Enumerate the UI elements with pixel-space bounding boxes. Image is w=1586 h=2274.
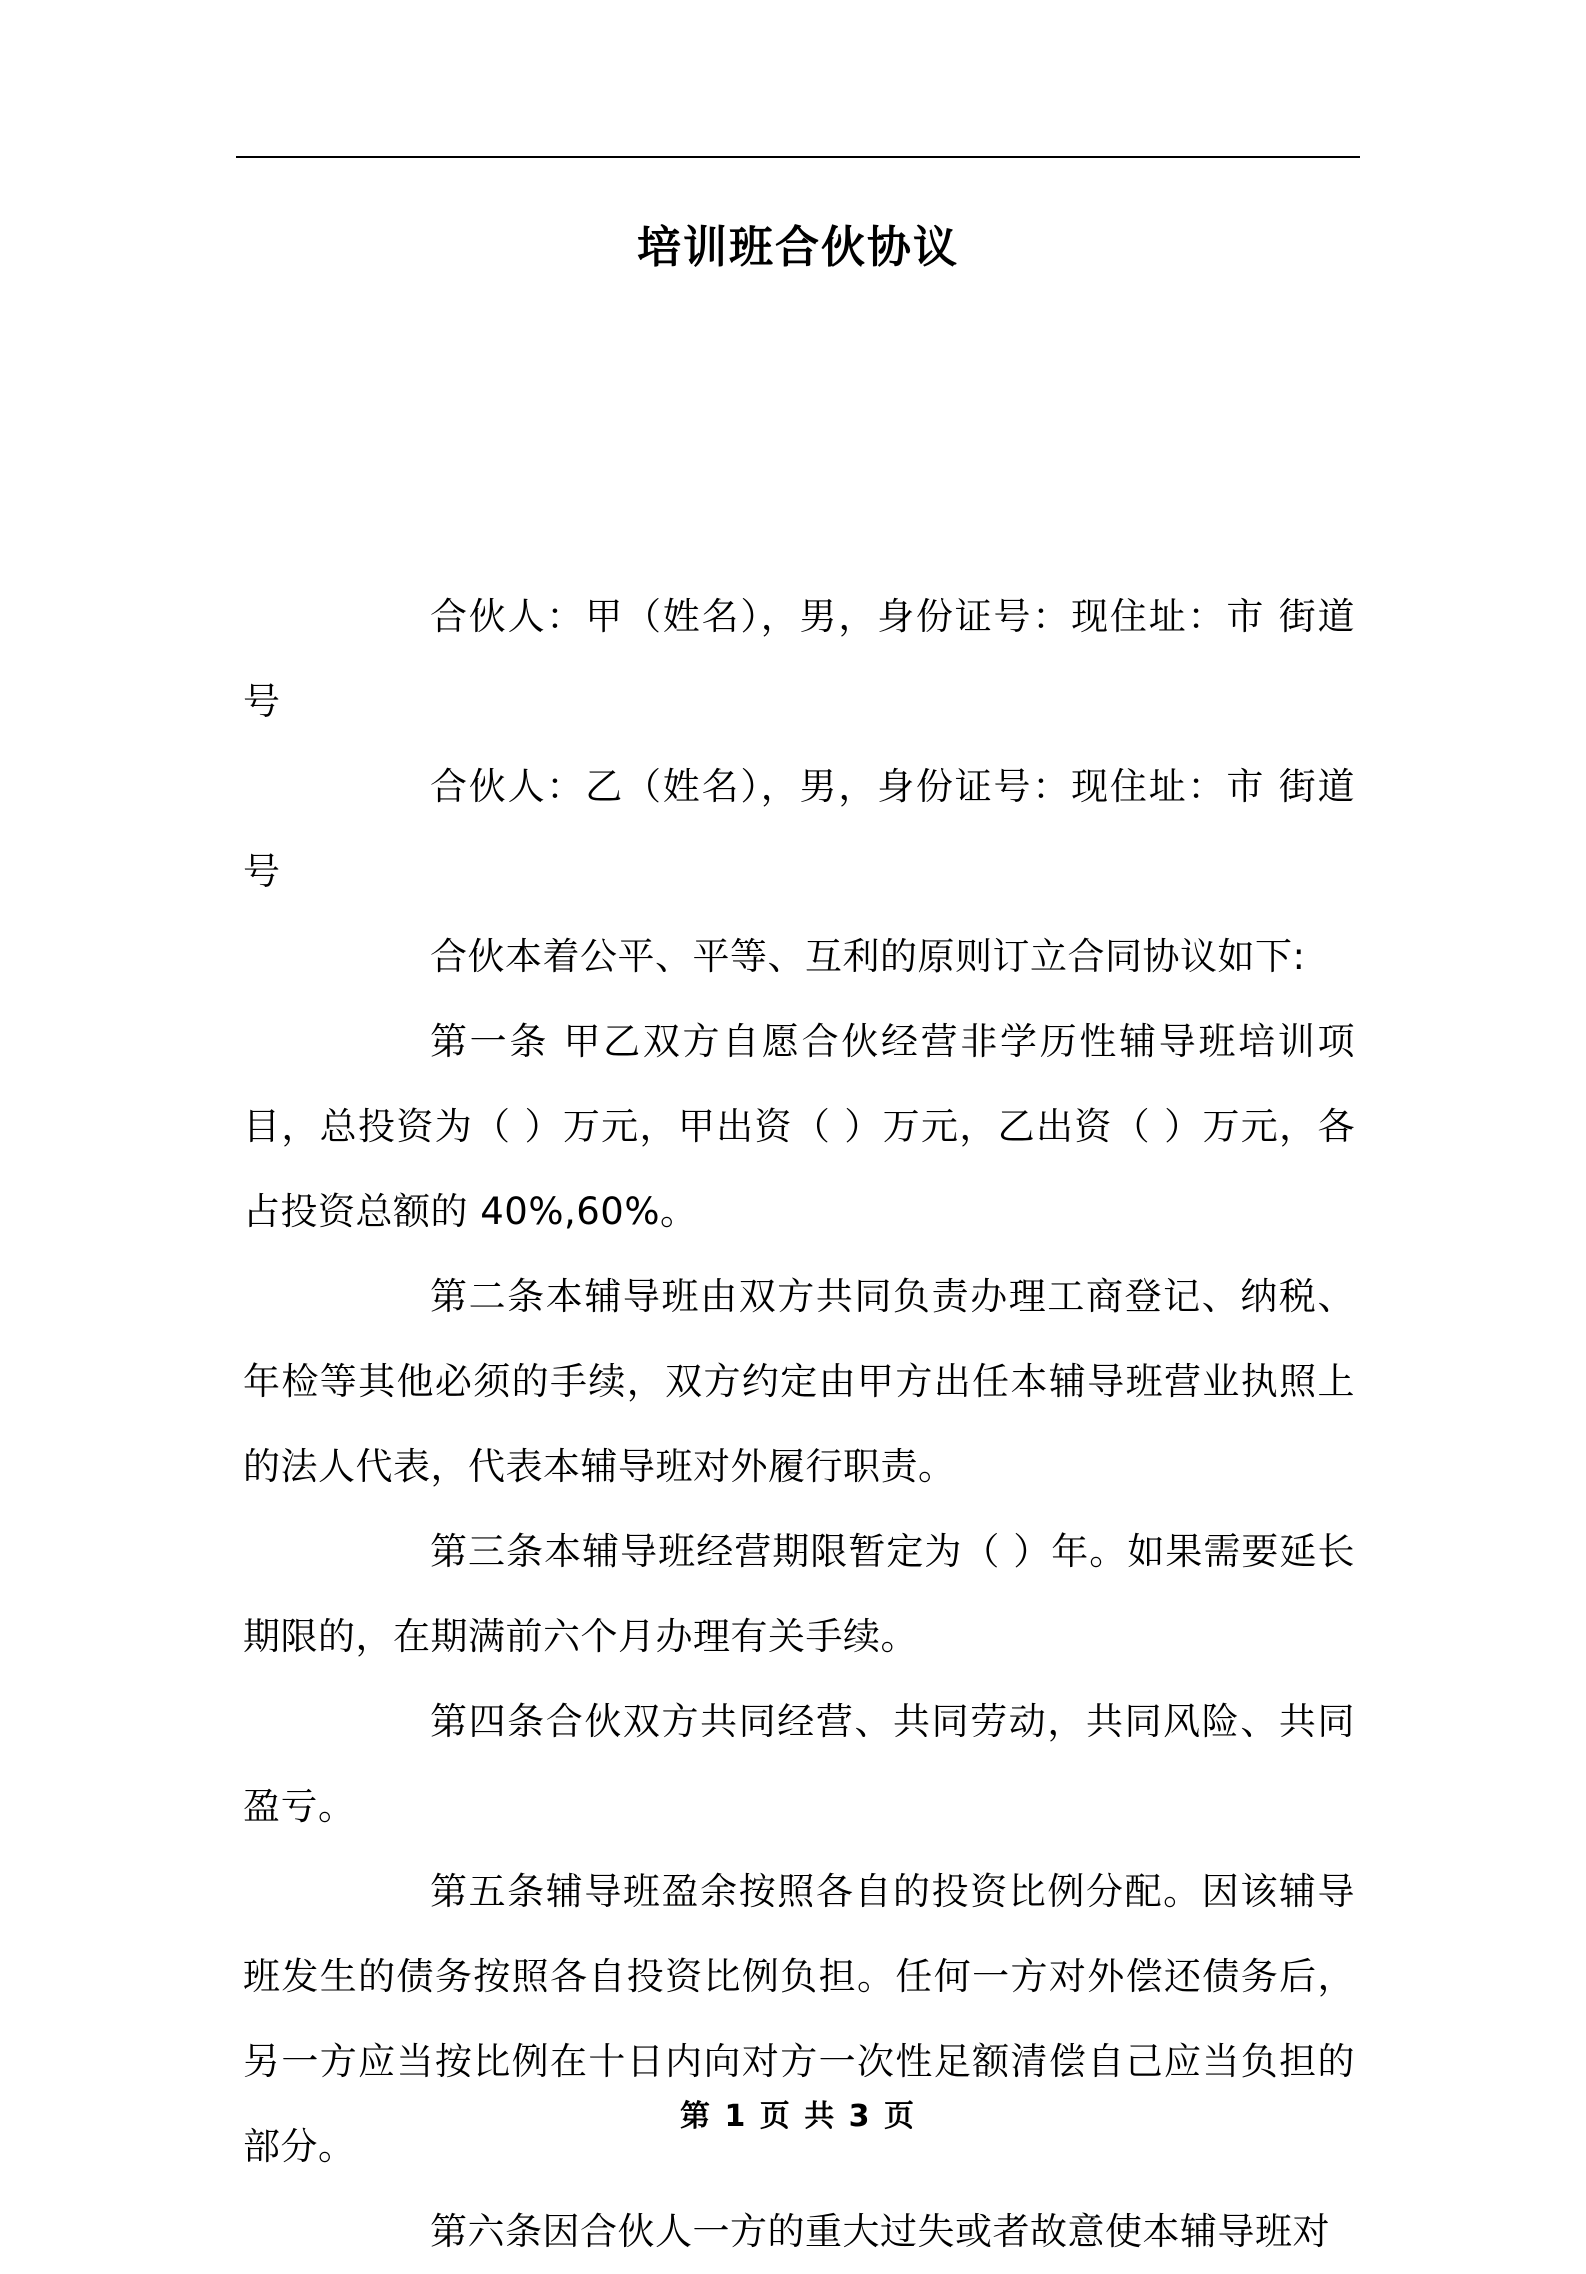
paragraph-article-5: 第五条辅导班盈余按照各自的投资比例分配。因该辅导班发生的债务按照各自投资比例负担。任何一方对外偿还债务后，另一方应当按比例在十日内向对方一次性足额清偿自己应当负担的部分。 — [243, 1870, 1355, 2168]
paragraph-preamble: 合伙本着公平、平等、互利的原则订立合同协议如下: — [430, 935, 1306, 978]
header-rule — [236, 156, 1360, 158]
paragraph-article-1: 第一条 甲乙双方自愿合伙经营非学历性辅导班培训项目，总投资为（ ）万元，甲出资（ ）万元，乙出资（ ）万元，各占投资总额的 40%,60%。 — [243, 1020, 1355, 1233]
document-body — [243, 574, 1355, 2274]
page-number-footer: 第 1 页 共 3 页 — [680, 2099, 916, 2134]
paragraph-article-4: 第四条合伙双方共同经营、共同劳动，共同风险、共同盈亏。 — [243, 1700, 1355, 1828]
paragraph-article-6: 第六条因合伙人一方的重大过失或者故意使本辅导班对 — [430, 2210, 1330, 2253]
paragraph-article-2: 第二条本辅导班由双方共同负责办理工商登记、纳税、年检等其他必须的手续，双方约定由甲方出任本辅导班营业执照上的法人代表，代表本辅导班对外履行职责。 — [243, 1275, 1355, 1488]
paragraph-partner-a: 合伙人：甲（姓名），男，身份证号：现住址：市 街道 号 — [243, 595, 1355, 723]
paragraph-partner-b: 合伙人：乙（姓名），男，身份证号：现住址：市 街道 号 — [243, 765, 1355, 893]
document-title: 培训班合伙协议 — [637, 222, 959, 273]
paragraph-article-3: 第三条本辅导班经营期限暂定为（ ）年。如果需要延长期限的，在期满前六个月办理有关手续。 — [243, 1530, 1355, 1658]
